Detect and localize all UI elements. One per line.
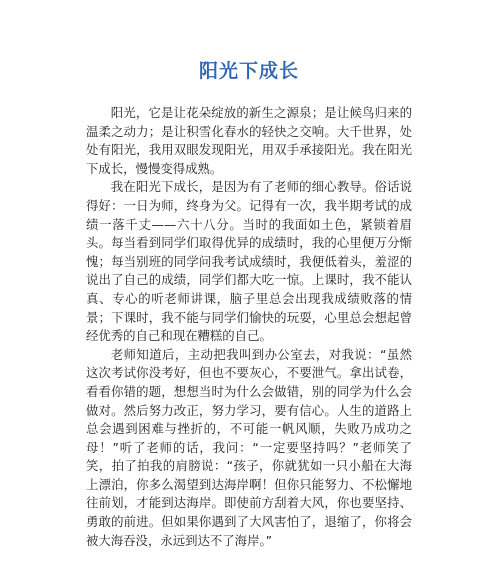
paragraph-1: 阳光，它是让花朵绽放的新生之源泉；是让候鸟归来的温柔之动力；是让积雪化春水的轻快之交响。大千世界，处处有阳光，我用双眼发现阳光，用双手承接阳光。我在阳光下成长，慢慢变得成熟。 bbox=[86, 105, 412, 176]
article-title: 阳光下成长 bbox=[198, 60, 299, 82]
article-body bbox=[86, 104, 412, 550]
paragraph-3: 老师知道后，主动把我叫到办公室去，对我说：“虽然这次考试你没考好，但也不要灰心，不要泄气。拿出试卷，看看你错的题，想想当时为什么会做错，别的同学为什么会做对。然后努力改正，努力学习，要有信心。人生的道路上总会遇到困难与挫折的，不可能一帆风顺，失败乃成功之母！”听了老师的话，我问：“一定要坚持吗？”老师笑了笑，拍了拍我的肩膀说：“孩子，你就犹如一只小船在大海上漂泊，你多么渴望到达海岸啊！但你只能努力、不松懈地往前划，才能到达海岸。即使前方刮着大风，你也要坚持、勇敢的前进。但如果你遇到了大风害怕了，退缩了，你将会被大海吞没，永远到达不了海岸。” bbox=[86, 346, 412, 548]
paragraph-2: 我在阳光下成长，是因为有了老师的细心教导。俗话说得好：一日为师，终身为父。记得有一次，我半期考试的成绩一落千丈——六十八分。当时的我面如土色，紧锁着眉头。每当看到同学们取得优异的成绩时，我的心里便万分惭愧；每当别班的同学问我考试成绩时，我便低着头，羞涩的说出了自己的成绩，同学们都大吃一惊。上课时，我不能认真、专心的听老师讲课，脑子里总会出现我成绩败落的情景；下课时，我不能与同学们愉快的玩耍，心里总会想起曾经优秀的自己和现在糟糕的自己。 bbox=[86, 179, 412, 344]
